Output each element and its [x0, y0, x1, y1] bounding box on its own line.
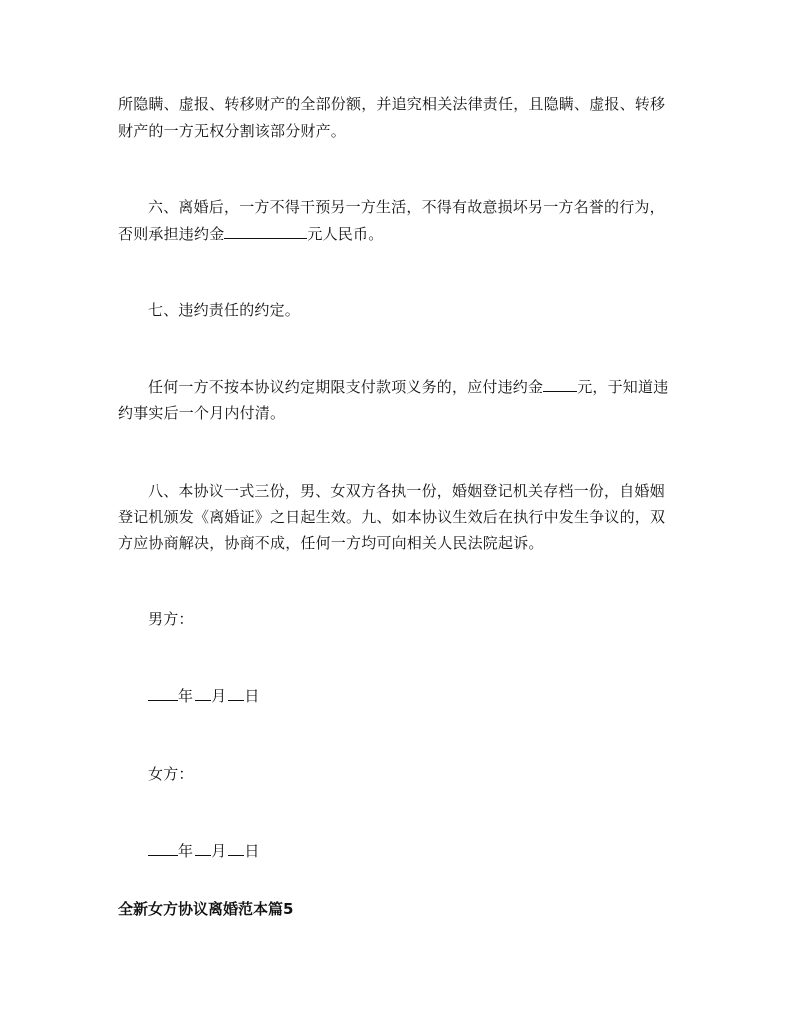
- date-line-male: [148, 683, 713, 709]
- month-label: 月: [211, 687, 227, 705]
- text-segment: 元人民币。: [307, 225, 384, 243]
- paragraph-line: 所隐瞒、虚报、转移财产的全部份额，并追究相关法律责任，且隐瞒、虚报、转移: [118, 95, 666, 113]
- signature-label-female: 女方：: [148, 765, 194, 783]
- month-label: 月: [211, 842, 227, 860]
- paragraph-line: 财产的一方无权分割该部分财产。: [118, 122, 347, 140]
- paragraph-line: 登记机颁发《离婚证》之日起生效。九、如本协议生效后在执行中发生争议的，双: [118, 508, 666, 526]
- paragraph-line: 方应协商解决，协商不成，任何一方均可向相关人民法院起诉。: [118, 534, 544, 552]
- paragraph-line: 六、离婚后，一方不得干预另一方生活，不得有故意损坏另一方名誉的行为，: [148, 198, 665, 216]
- year-blank: [148, 685, 178, 701]
- year-label: 年: [178, 842, 194, 860]
- paragraph-line: [118, 221, 683, 247]
- year-blank: [148, 840, 178, 856]
- text-segment: 元，于知道违: [577, 378, 669, 396]
- day-label: 日: [244, 687, 260, 705]
- month-blank: [195, 840, 211, 856]
- year-label: 年: [178, 687, 194, 705]
- fill-in-blank: [224, 223, 307, 239]
- text-segment: 任何一方不按本协议约定期限支付款项义务的，应付违约金: [148, 378, 544, 396]
- signature-label-male: 男方：: [148, 610, 194, 628]
- paragraph-line: 八、本协议一式三份，男、女双方各执一份，婚姻登记机关存档一份，自婚姻: [148, 482, 665, 500]
- paragraph-line: 约事实后一个月内付清。: [118, 404, 286, 422]
- day-label: 日: [244, 842, 260, 860]
- fill-in-blank: [543, 376, 577, 392]
- text-segment: 否则承担违约金: [118, 225, 225, 243]
- month-blank: [195, 685, 211, 701]
- section-heading: 七、违约责任的约定。: [148, 301, 301, 319]
- day-blank: [228, 840, 244, 856]
- date-line-female: [148, 838, 713, 864]
- section-title: 全新女方协议离婚范本篇5: [118, 900, 294, 918]
- day-blank: [228, 685, 244, 701]
- paragraph-line: [148, 374, 713, 400]
